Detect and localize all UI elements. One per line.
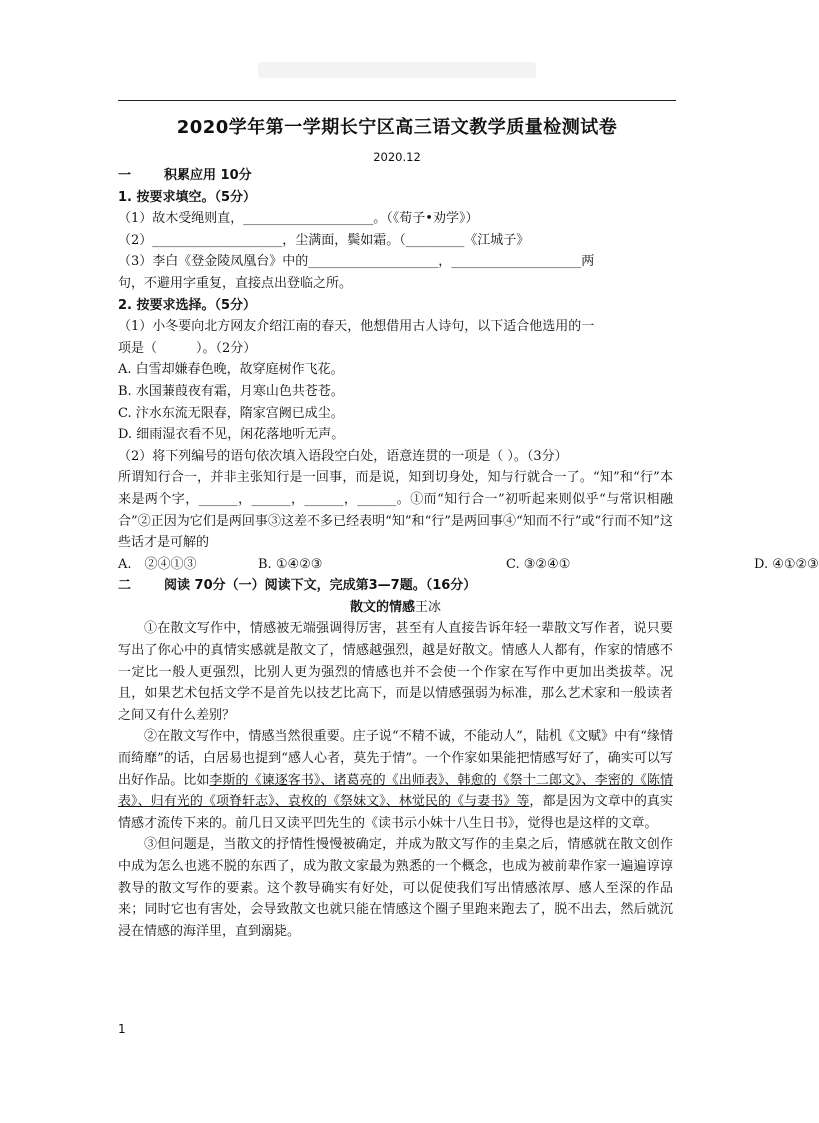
- question-1-line-2: （2）____________________，尘满面，鬓如霜。（_________《江城子》: [118, 232, 530, 248]
- section-2-number: 二: [118, 578, 132, 594]
- exam-content: [118, 165, 819, 942]
- question-2-choices: [118, 554, 819, 576]
- question-2-stem: 2. 按要求选择。（5分）: [118, 297, 257, 313]
- header-divider: [118, 100, 676, 101]
- page-title: 2020学年第一学期长宁区高三语文教学质量检测试卷: [176, 117, 618, 138]
- question-2-part-1b: 项是（ ）。（2分）: [118, 340, 257, 356]
- choice-c: C. ③②④①: [506, 556, 571, 572]
- article-paragraph-1: ①在散文写作中，情感被无端强调得厉害，甚至有人直接告诉年轻一辈散文写作者，说只要写出了你心中的真情实感就是散文了，情感越强烈，越是好散文。情感人人都有，作家的情感不一定比一般人更强烈，比别人更为强烈的情感也并不会使一个作家在写作中更加出类拔萃。况且，如果艺术包括文学不是首先以技艺比高下，而是以情感强弱为标准，那么艺术家和一般读者之间又有什么差别？: [118, 621, 673, 723]
- question-2-part-2: （2）将下列编号的语句依次填入语段空白处，语意连贯的一项是（ ）。（3分）: [118, 448, 568, 464]
- article-title: [118, 597, 673, 619]
- section-2-heading: [118, 575, 673, 597]
- page-number: 1: [118, 1022, 126, 1036]
- question-1-line-1: （1）故木受绳则直，____________________。（《荀子•劝学》）: [118, 211, 479, 227]
- article-paragraph-2: [118, 726, 673, 834]
- option-a: A. 白雪却嫌春色晚，故穿庭树作飞花。: [118, 362, 344, 378]
- article-title-text: 散文的情感: [349, 599, 415, 615]
- option-c: C. 汴水东流无限春，隋家宫阙已成尘。: [118, 405, 344, 421]
- question-1-line-3b: 句，不避用字重复，直接点出登临之所。: [118, 275, 353, 291]
- option-d: D. 细雨湿衣看不见，闲花落地听无声。: [118, 427, 345, 443]
- section-1-heading: [118, 165, 673, 187]
- choice-d: D. ④①②③: [754, 556, 819, 572]
- paragraph-2-end: ，都是因为文章中的真实情感才流传下来的。前几日又读平凹先生的《读书示小妹十八生日书》，觉得也是这样的文章。: [118, 794, 673, 831]
- choice-a: A. ②④①③: [118, 556, 197, 572]
- question-1-stem: 1. 按要求填空。（5分）: [118, 189, 257, 205]
- header-blurred-text: [258, 62, 536, 78]
- paragraph-2-start: ②在散文写作中，情感当然很重要。庄子说“不精不诚，不能动人”，陆机《文赋》中有“缘情而绮靡”的话，白居易也提到“感人心者，莫先于情”。一个作家如果能把情感写好了，确实可以写出好作品。比如: [118, 729, 673, 788]
- section-1-title: 积累应用 10分: [164, 168, 252, 183]
- question-1-line-3a: （3）李白《登金陵凤凰台》中的____________________，____________________两: [118, 254, 595, 270]
- paragraph-2-underlined-works: 李斯的《谏逐客书》、诸葛亮的《出师表》、韩愈的《祭十二郎文》、李密的《陈情表》、归有光的《项脊轩志》、袁枚的《祭妹文》、林觉民的《与妻书》等: [118, 772, 673, 810]
- article-author: 王冰: [415, 599, 442, 615]
- article-paragraph-3: ③但问题是，当散文的抒情性慢慢被确定，并成为散文写作的圭臬之后，情感就在散文创作中成为怎么也逃不脱的东西了，成为散文家最为熟悉的一个概念，也成为被前辈作家一遍遍谆谆教导的散文写作的要素。这个教导确实有好处，可以促使我们写出情感浓厚、感人至深的作品来；同时它也有害处，会导致散文也就只能在情感这个圈子里跑来跑去了，脱不出去，然后就沉浸在情感的海洋里，直到溺毙。: [118, 837, 673, 939]
- section-1-number: 一: [118, 168, 132, 183]
- choice-b: B. ①④②③: [258, 556, 323, 572]
- section-2-title: 阅读 70分（一）阅读下文，完成第3—7题。（16分）: [164, 578, 477, 594]
- exam-date: 2020.12: [373, 150, 421, 164]
- option-b: B. 水国蒹葭夜有霜，月寒山色共苍苍。: [118, 383, 344, 399]
- question-2-part-1a: （1）小冬要向北方网友介绍江南的春天，他想借用古人诗句，以下适合他选用的一: [118, 319, 595, 335]
- question-2-passage: 所谓知行合一，并非主张知行是一回事，而是说，知到切身处，知与行就合一了。“知”和“行”本来是两个字，______，______，______，______。①而“知行合一”初听起来则似乎“与常识相融合”②正因为它们是两回事③这差不多已经表明“知”和“行”是两回事④“知而不行”或“行而不知”这些话才是可解的: [118, 470, 673, 551]
